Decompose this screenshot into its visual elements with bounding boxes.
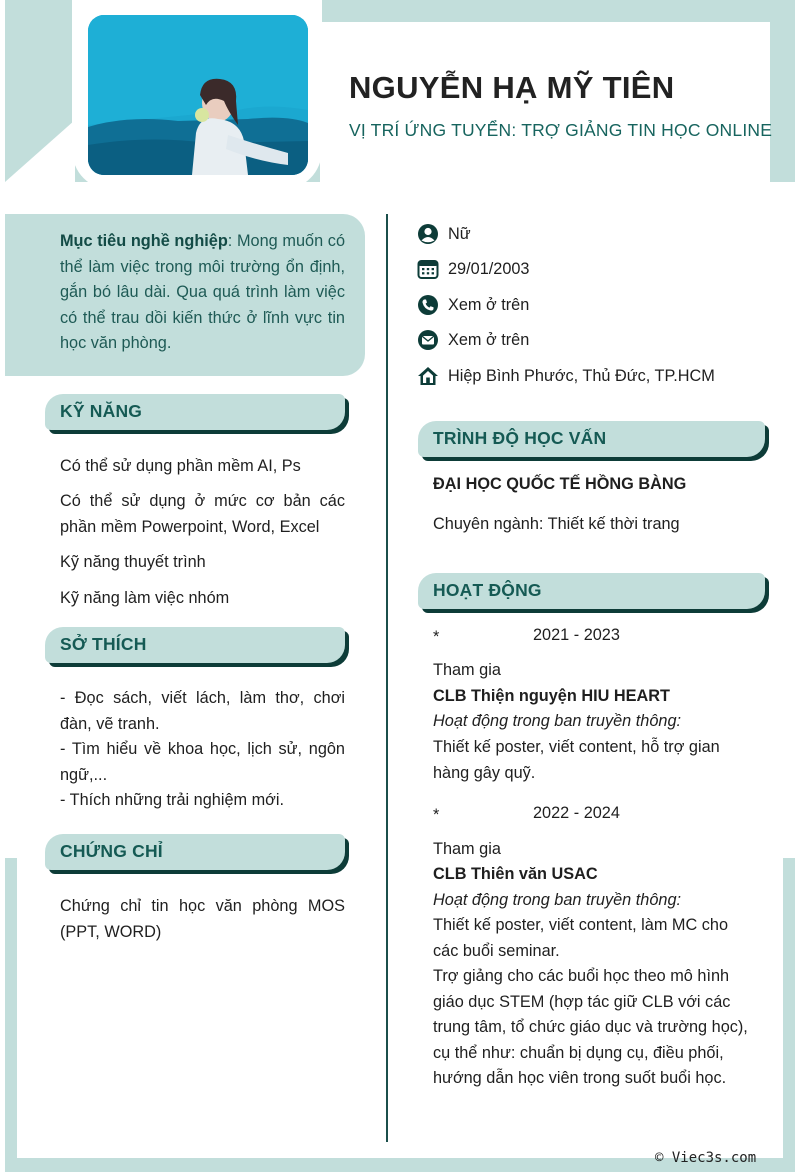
- activity-org: CLB Thiên văn USAC: [433, 865, 598, 883]
- objective-label: Mục tiêu nghề nghiệp: [60, 232, 228, 250]
- school-name: ĐẠI HỌC QUỐC TẾ HỒNG BÀNG: [433, 475, 687, 493]
- hobby-item: - Thích những trải nghiệm mới.: [60, 791, 284, 809]
- phone-icon: [417, 294, 439, 316]
- certificate-item: Chứng chỉ tin học văn phòng MOS (PPT, WORD): [60, 897, 345, 941]
- career-objective: [5, 214, 365, 376]
- certificates-title: CHỨNG CHỈ: [60, 841, 163, 861]
- frame-right: [783, 858, 795, 1172]
- hobbies-header: [45, 627, 345, 663]
- address-value: Hiệp Bình Phước, Thủ Đức, TP.HCM: [448, 367, 715, 385]
- phone-value: Xem ở trên: [448, 296, 530, 314]
- frame-left: [5, 858, 17, 1172]
- column-divider: [386, 214, 388, 1142]
- home-icon: [417, 365, 439, 387]
- skills-header: [45, 394, 345, 430]
- birthday-value: 29/01/2003: [448, 260, 530, 278]
- activity-role: Hoạt động trong ban truyền thông:: [433, 712, 682, 730]
- footer-credit: © Viec3s.com: [655, 1150, 757, 1166]
- hobby-item: - Đọc sách, viết lách, làm thơ, chơi đàn, vẽ tranh.: [60, 689, 345, 733]
- photo-notch: [5, 120, 75, 182]
- skill-item: Kỹ năng thuyết trình: [60, 553, 206, 571]
- skill-item: Có thể sử dụng ở mức cơ bản các phần mềm Powerpoint, Word, Excel: [60, 492, 345, 536]
- hobby-item: - Tìm hiểu về khoa học, lịch sử, ngôn ngữ,...: [60, 740, 345, 784]
- activity-bullet: *: [433, 628, 440, 646]
- certificates-header: [45, 834, 345, 870]
- objective-text: [60, 229, 345, 357]
- activity-desc: Thiết kế poster, viết content, hỗ trợ gian hàng gây quỹ.: [433, 738, 720, 782]
- objective-body: : Mong muốn có thể làm việc trong môi trường ổn định, gắn bó lâu dài. Qua quá trình làm việc có thể trau dồi kiến thức ở lĩnh vực tin học văn phòng.: [60, 232, 346, 352]
- activities-title: HOẠT ĐỘNG: [433, 580, 542, 600]
- hobbies-title: SỞ THÍCH: [60, 634, 147, 654]
- activity-role: Hoạt động trong ban truyền thông:: [433, 891, 682, 909]
- activity-intro: Tham gia: [433, 661, 501, 679]
- activity-extra: Trợ giảng cho các buổi học theo mô hình giáo dục STEM (hợp tác giữ CLB với các trung tâm, tổ chức giáo dục và trường học), cụ thể như: chuẩn bị dụng cụ, điều phối, hướng dẫn học viên trong suốt buổi học.: [433, 967, 748, 1087]
- skill-item: Kỹ năng làm việc nhóm: [60, 589, 230, 607]
- education-title: TRÌNH ĐỘ HỌC VẤN: [433, 428, 607, 448]
- education-header: [418, 421, 765, 457]
- activity-period: 2022 - 2024: [533, 804, 620, 822]
- calendar-icon: [417, 258, 439, 280]
- activity-org: CLB Thiện nguyện HIU HEART: [433, 687, 670, 705]
- activity-desc: Thiết kế poster, viết content, làm MC cho các buổi seminar.: [433, 916, 729, 960]
- mail-icon: [417, 329, 439, 351]
- activities-header: [418, 573, 765, 609]
- email-value: Xem ở trên: [448, 331, 530, 349]
- activity-intro: Tham gia: [433, 840, 501, 858]
- profile-photo: [88, 15, 308, 175]
- major: Chuyên ngành: Thiết kế thời trang: [433, 515, 680, 533]
- gender-value: Nữ: [448, 225, 471, 243]
- skills-title: KỸ NĂNG: [60, 401, 143, 421]
- skill-item: Có thể sử dụng phần mềm AI, Ps: [60, 457, 301, 475]
- activity-period: 2021 - 2023: [533, 626, 620, 644]
- applied-position: VỊ TRÍ ỨNG TUYỂN: TRỢ GIẢNG TIN HỌC ONLINE: [349, 120, 773, 140]
- user-icon: [417, 223, 439, 245]
- candidate-name: NGUYỄN HẠ MỸ TIÊN: [349, 70, 675, 105]
- activity-bullet: *: [433, 806, 440, 824]
